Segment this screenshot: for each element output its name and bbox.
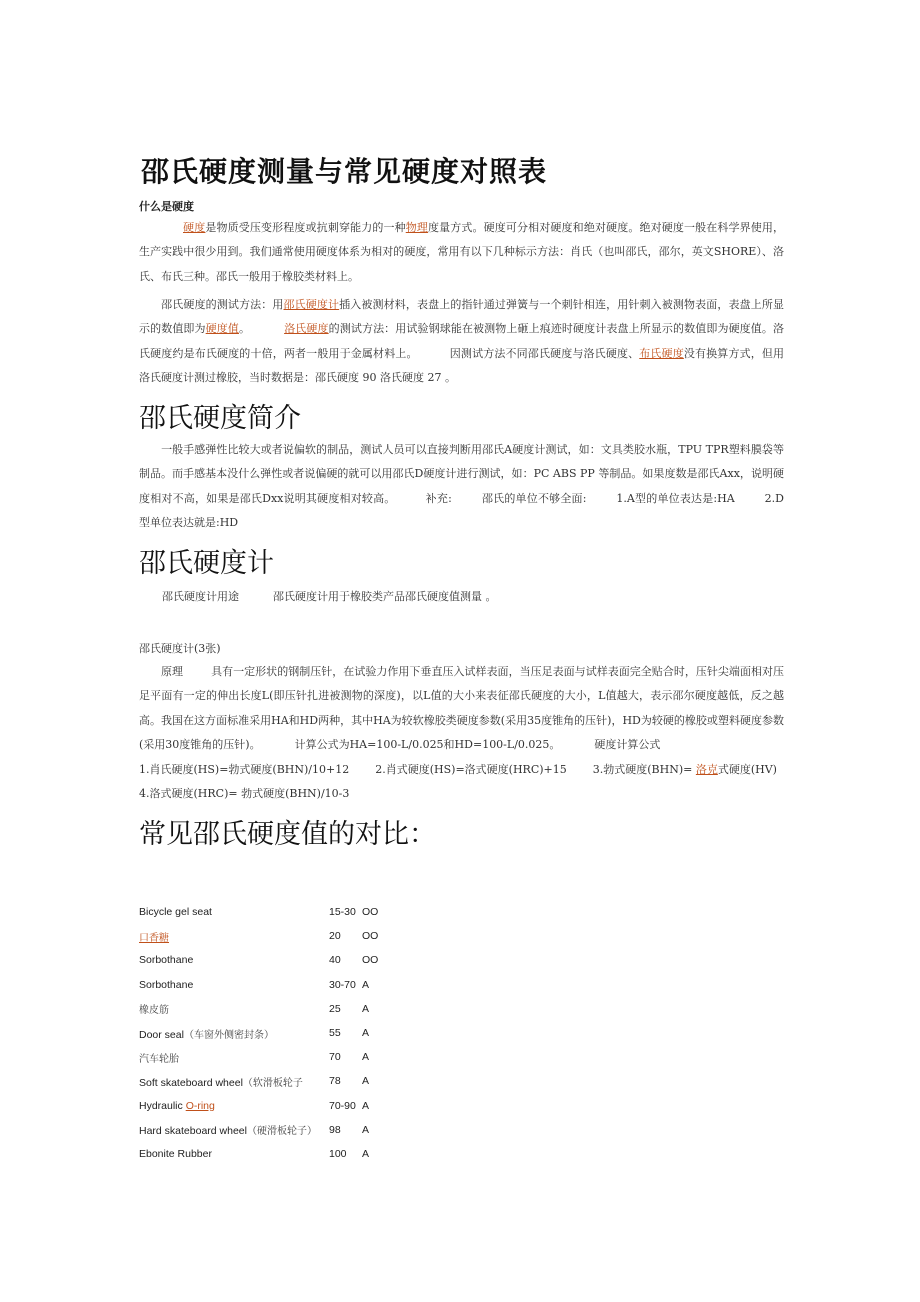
paragraph-shore-intro: 一般手感弹性比较大或者说偏软的制品，测试人员可以直接判断用邵氏A硬度计测试，如：文具类胶水瓶，TPU TPR塑料膜袋等制品。而手感基本没什么弹性或者说偏硬的就可以用邵氏D硬度计进行测试，如：PC ABS PP 等制品。如果度数是邵氏Axx，说明硬度相对不高，如果是邵氏Dxx说明其硬度相对较高。 补充: 邵氏的单位不够全面: 1.A型的单位表达是:HA 2.D型单位表达就是:HD bbox=[139, 443, 784, 529]
table-row bbox=[139, 973, 378, 997]
table-row bbox=[139, 1045, 378, 1069]
hardness-scale: A bbox=[362, 1099, 370, 1112]
hardness-value: 30-70 bbox=[329, 978, 356, 991]
section-heading-shore-intro: 邵氏硬度简介 bbox=[139, 403, 301, 434]
link-physics[interactable]: 物理 bbox=[405, 221, 428, 234]
hardness-value: 15-30 bbox=[329, 906, 356, 919]
hardness-value: 78 bbox=[329, 1075, 341, 1088]
hardness-scale: A bbox=[362, 1123, 370, 1136]
table-row bbox=[139, 1069, 378, 1093]
table-row bbox=[139, 1094, 378, 1118]
table-row bbox=[139, 948, 378, 972]
hardness-scale: OO bbox=[362, 930, 379, 943]
hardness-scale: A bbox=[362, 1147, 370, 1160]
hardness-scale: OO bbox=[362, 954, 379, 967]
hardness-comparison-table bbox=[139, 900, 378, 1166]
table-row bbox=[139, 900, 378, 924]
link-brinell-hardness[interactable]: 布氏硬度 bbox=[639, 346, 684, 360]
link-hardness[interactable]: 硬度 bbox=[183, 221, 206, 234]
paragraph-hardness-definition: 硬度是物质受压变形程度或抗刺穿能力的一种物理度量方式。硬度可分相对硬度和绝对硬度。绝对硬度一般在科学界使用，生产实践中很少用到。我们通常使用硬度体系为相对的硬度，常用有以下几种标示方法：肖氏（也叫邵氏，邵尔，英文SHORE）、洛氏、布氏三种。邵氏一般用于橡胶类材料上。 bbox=[139, 221, 785, 283]
section-heading-durometer: 邵氏硬度计 bbox=[139, 548, 274, 579]
table-row bbox=[139, 997, 378, 1021]
hardness-value: 100 bbox=[329, 1147, 347, 1160]
material-name: Hard skateboard wheel（硬滑板轮子） bbox=[139, 1125, 317, 1138]
hardness-value: 20 bbox=[329, 930, 341, 943]
table-row bbox=[139, 1142, 378, 1166]
table-row bbox=[139, 924, 378, 948]
hardness-scale: A bbox=[362, 1051, 370, 1064]
material-name: Ebonite Rubber bbox=[139, 1147, 212, 1160]
hardness-scale: A bbox=[362, 978, 370, 991]
table-row bbox=[139, 1021, 378, 1045]
hardness-value: 25 bbox=[329, 1002, 341, 1015]
durometer-usage-line: 邵氏硬度计用途 邵氏硬度计用于橡胶类产品邵氏硬度值测量 。 bbox=[162, 590, 497, 603]
material-name: 橡皮筋 bbox=[139, 1005, 169, 1017]
hardness-scale: A bbox=[362, 1075, 370, 1088]
paragraph-principle: 原理 具有一定形状的钢制压针，在试验力作用下垂直压入试样表面，当压足表面与试样表面完全贴合时，压针尖端面相对压足平面有一定的伸出长度L(即压针扎进被测物的深度)，以L值的大小来表征邵氏硬度的大小，L值越大，表示邵尔硬度越低，反之越高。我国在这方面标准采用HA和HD两种，其中HA为较软橡胶类硬度参数(采用35度锥角的压针)，HD为较硬的橡胶或塑料硬度参数(采用30度锥角的压针)。 计算公式为HA=100-L/0.025和HD=100-L/0.025。 硬度计算公式 bbox=[139, 665, 785, 751]
material-link[interactable]: O-ring bbox=[185, 1099, 215, 1112]
paragraph-test-methods: 邵氏硬度的测试方法：用邵氏硬度计插入被测材料，表盘上的指针通过弹簧与一个刺针相连，用针刺入被测物表面，表盘上所显示的数值即为硬度值。 洛氏硬度的测试方法：用试验钢球能在被测物上砸上痕迹时硬度计表盘上所显示的数值即为硬度值。洛氏硬度约是布氏硬度的十倍，两者一般用于金属材料上。 因测试方法不同邵氏硬度与洛氏硬度、布氏硬度没有换算方式，但用洛氏硬度计测过橡胶，当时数据是：邵氏硬度 90 洛氏硬度 27 。 bbox=[139, 298, 785, 384]
hardness-value: 40 bbox=[329, 954, 341, 967]
hardness-value: 70-90 bbox=[329, 1099, 356, 1112]
formula-line-1: 1.肖氏硬度(HS)=勃式硬度(BHN)/10+12 2.肖式硬度(HS)=洛式硬度(HRC)+15 3.勃式硬度(BHN)= 洛克式硬度(HV) bbox=[139, 763, 777, 776]
material-name: Sorbothane bbox=[139, 954, 194, 967]
what-is-hardness-heading: 什么是硬度 bbox=[139, 200, 194, 213]
material-name: Bicycle gel seat bbox=[139, 906, 212, 919]
hardness-value: 70 bbox=[329, 1051, 341, 1064]
table-row bbox=[139, 1118, 378, 1142]
link-shore-durometer[interactable]: 邵氏硬度计 bbox=[283, 298, 340, 311]
material-name: Hydraulic O-ring bbox=[139, 1099, 215, 1112]
hardness-value: 55 bbox=[329, 1027, 341, 1040]
hardness-scale: OO bbox=[362, 906, 379, 919]
material-name bbox=[139, 924, 329, 948]
page-title: 邵氏硬度测量与常见硬度对照表 bbox=[141, 155, 548, 188]
hardness-scale: A bbox=[362, 1027, 370, 1040]
link-vickers[interactable]: 洛克 bbox=[695, 763, 718, 776]
material-name: Sorbothane bbox=[139, 978, 194, 991]
material-name: Door seal（车窗外侧密封条） bbox=[139, 1028, 274, 1041]
link-rockwell-hardness[interactable]: 洛氏硬度 bbox=[284, 322, 329, 336]
material-name: 汽车轮胎 bbox=[139, 1053, 179, 1065]
section-heading-comparison: 常见邵氏硬度值的对比： bbox=[139, 819, 436, 850]
link-hardness-value[interactable]: 硬度值 bbox=[205, 322, 239, 336]
material-name: Soft skateboard wheel（软滑板轮子 bbox=[139, 1076, 303, 1089]
durometer-image-count[interactable]: 邵氏硬度计(3张) bbox=[139, 642, 221, 655]
material-link[interactable]: 口香糖 bbox=[139, 932, 169, 944]
hardness-value: 98 bbox=[329, 1123, 341, 1136]
hardness-scale: A bbox=[362, 1002, 370, 1015]
formula-line-2: 4.洛式硬度(HRC)= 勃式硬度(BHN)/10-3 bbox=[139, 787, 350, 800]
